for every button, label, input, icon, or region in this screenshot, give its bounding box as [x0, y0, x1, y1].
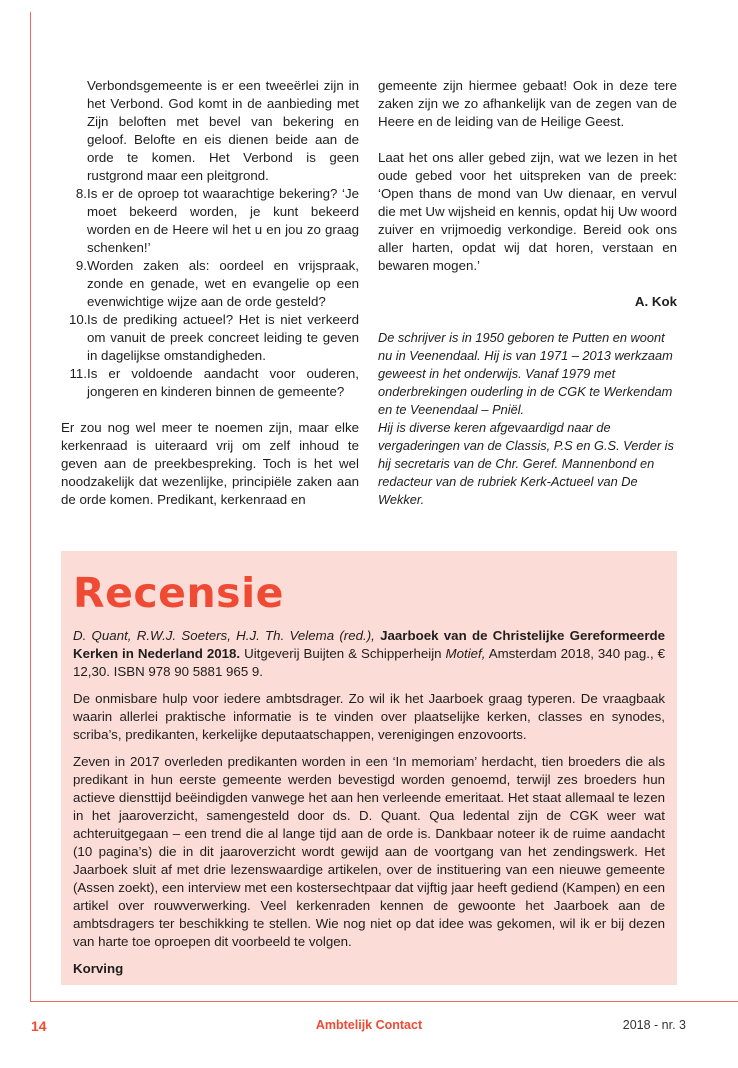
list-item [61, 257, 359, 311]
review-paragraph: De onmisbare hulp voor iedere ambtsdrager. Zo wil ik het Jaarboek graag typeren. De vraagbaak waarin allerlei praktische informatie is te vinden over plaatselijke kerken, classes en synodes, scriba’s, predikanten, kerkelijke deputaatschappen, verenigingen enzovoorts. [73, 691, 665, 742]
right-column [378, 77, 677, 509]
continued-paragraph: Verbondsgemeente is er een tweeërlei zijn in het Verbond. God komt in de aanbieding met Zijn beloften met bevel van bekering en geloof. Belofte en eis dienen beide aan de orde te komen. Het Verbond is geen rustgrond maar een pleitgrond. [87, 78, 359, 183]
review-paragraph: Zeven in 2017 overleden predikanten worden in een ‘In memoriam’ herdacht, tien broeders die als predikant in hun eerste gemeente werden bevestigd worden genoemd, terwijl zes broeders hun actieve diensttijd beëindigden vanwege het aan hen verleende emeritaat. Het staat allemaal te lezen in het jaaroverzicht, samengesteld door ds. D. Quant. Qua ledental zijn de CGK weer wat achteruitgegaan – een trend die al lange tijd aan de orde is. Dankbaar noteer ik de ruime aandacht (10 pagina’s) die in dit jaaroverzicht wordt gewijd aan de voortgang van het zendingswerk. Het Jaarboek sluit af met drie lezenswaardige artikelen, over de instituering van een nieuwe gemeente (Assen zoekt), een interview met een kostersechtpaar dat vijftig jaar heeft gediend (Kampen) en een artikel over rouwverwerking. Veel kerkenraden kennen de gewoonte het Jaarboek aan de ambtsdragers ter beschikking te stellen. Wie nog niet op dat idee was gekomen, wil ik er bij dezen van harte toe oproepen dit voorbeeld te volgen. [73, 754, 665, 949]
list-number: 10. [69, 312, 88, 327]
margin-rule-vertical [30, 12, 31, 1002]
author-bio-continued: Hij is diverse keren afgevaardigd naar de vergaderingen van de Classis, P.S en G.S. Verder is hij secretaris van de Chr. Geref. Mannenbond en redacteur van de rubriek Kerk-Actueel van De Wekker. [378, 420, 674, 507]
list-number: 9. [75, 258, 87, 273]
list-text: Is er de oproep tot waarachtige bekering? ‘Je moet bekeerd worden, je kunt bekeerd worden en de Heere wil het u en jou zo graag schenken!’ [87, 186, 359, 255]
footer-rule [30, 1001, 738, 1002]
list-text: Is er voldoende aandacht voor ouderen, jongeren en kinderen binnen de gemeente? [87, 366, 359, 399]
book-citation [73, 627, 665, 681]
list-item [61, 365, 359, 401]
page-number: 14 [31, 1018, 47, 1034]
magazine-name: Ambtelijk Contact [315, 1018, 423, 1032]
list-text: Worden zaken als: oordeel en vrijspraak, zonde en genade, wet en evangelie op een evenwichtige wijze aan de orde gesteld? [87, 258, 359, 309]
reviewer-signature: Korving [73, 961, 124, 976]
review-box [61, 551, 677, 985]
book-title: Jaarboek van de Christelijke Gereformeerde Kerken in Nederland 2018. [73, 628, 666, 661]
list-number: 8. [75, 186, 87, 201]
book-publisher: Uitgeverij Buijten & Schipperheijn [244, 646, 442, 661]
list-item [61, 185, 359, 257]
book-details: Amsterdam 2018, 340 pag., € 12,30. ISBN 978 90 5881 965 9. [73, 646, 666, 679]
list-number: 11. [69, 366, 87, 381]
list-text: Is de prediking actueel? Het is niet verkeerd om vanuit de preek concreet leiding te geven in dagelijkse omstandigheden. [87, 312, 359, 363]
left-column [61, 77, 359, 509]
author-signature: A. Kok [634, 294, 677, 309]
paragraph: gemeente zijn hiermee gebaat! Ook in deze tere zaken zijn we zo afhankelijk van de zegen van de Heere en de leiding van de Heilige Geest. [378, 78, 677, 129]
closing-paragraph: Er zou nog wel meer te noemen zijn, maar elke kerkenraad is uiteraard vrij om zelf inhoud te geven aan de preekbespreking. Toch is het wel noodzakelijk dat wezenlijke, principiële zaken aan de orde komen. Predikant, kerkenraad en [61, 420, 359, 507]
issue-label: 2018 - nr. 3 [622, 1018, 686, 1032]
list-item [61, 311, 359, 365]
book-editors: D. Quant, R.W.J. Soeters, H.J. Th. Velema (red.), [73, 628, 375, 643]
author-bio: De schrijver is in 1950 geboren te Putten en woont nu in Veenendaal. Hij is van 1971 – 2013 werkzaam geweest in het onderwijs. Vanaf 1979 met onderbrekingen ouderling in de CGK te Werkendam en te Veenendaal – Pniël. [378, 330, 673, 417]
review-heading: Recensie [73, 569, 284, 617]
prayer-paragraph: Laat het ons aller gebed zijn, wat we lezen in het oude gebed voor het uitspreken van de preek: ‘Open thans de mond van Uw dienaar, en vervul die met Uw wijsheid en kennis, opdat hij Uw woord zuiver en vrijmoedig verkondige. Bereid ook ons aller harten, opdat wij dat horen, verstaan en bewaren mogen.’ [378, 150, 677, 273]
book-imprint: Motief, [445, 646, 486, 661]
